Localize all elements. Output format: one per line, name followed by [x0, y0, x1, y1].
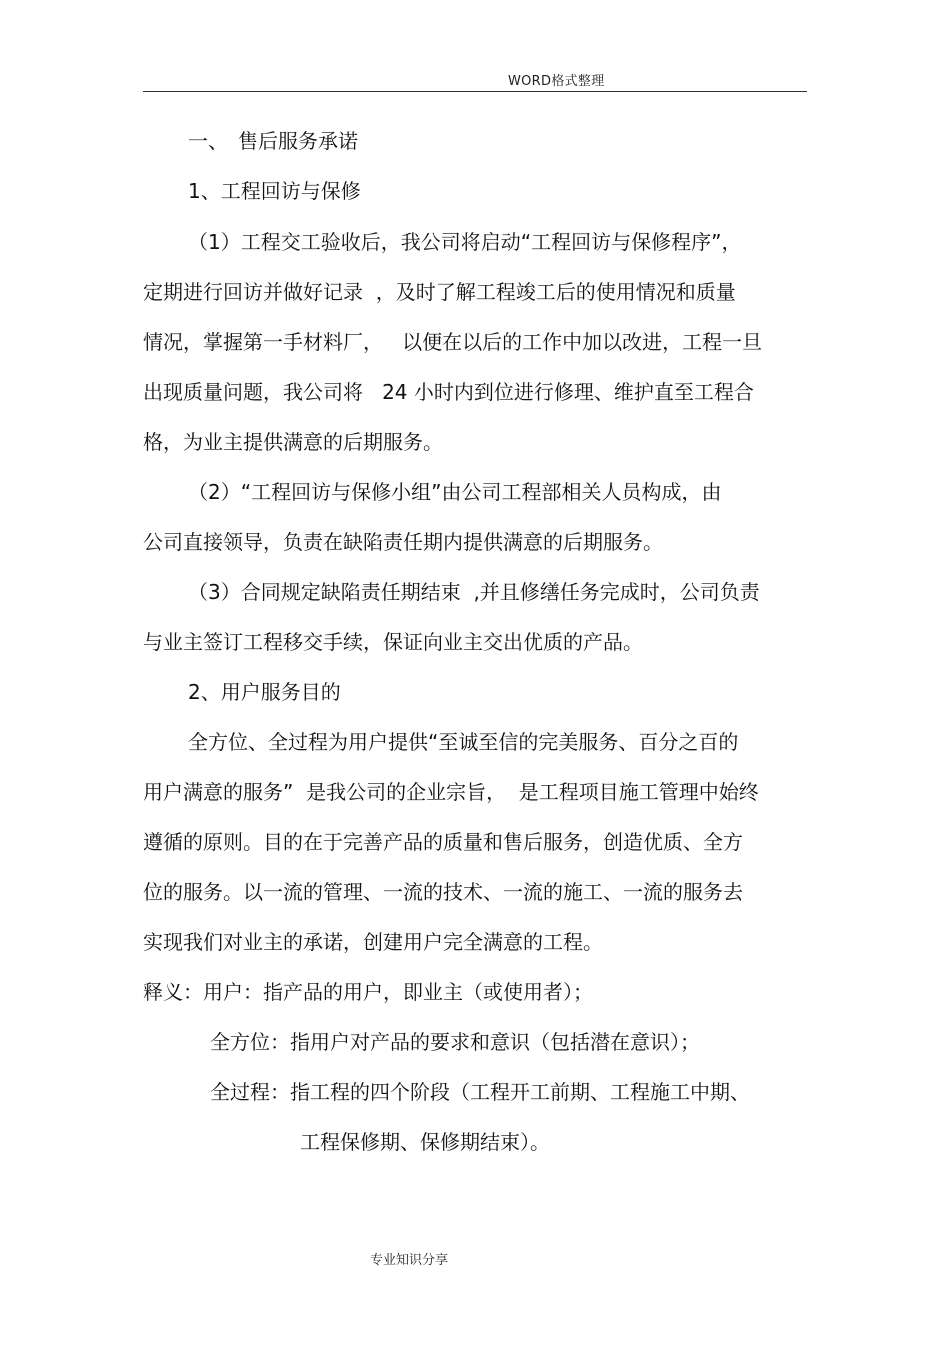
paragraph-line: 格，为业主提供满意的后期服务。 — [143, 430, 443, 454]
paragraph-line: 公司直接领导，负责在缺陷责任期内提供满意的后期服务。 — [143, 530, 663, 554]
paragraph-line: 与业主签订工程移交手续，保证向业主交出优质的产品。 — [143, 630, 643, 654]
section-heading-after-sales: 一、 售后服务承诺 — [188, 129, 358, 153]
definition-line: 工程保修期、保修期结束）。 — [300, 1130, 550, 1154]
paragraph-line: （1）工程交工验收后，我公司将启动“工程回访与保修程序”， — [188, 230, 742, 254]
page-footer-text: 专业知识分享 — [370, 1253, 449, 1268]
paragraph-line: 出现质量问题，我公司将 24 小时内到位进行修理、维护直至工程合 — [143, 380, 754, 404]
subheading-service-purpose: 2、用户服务目的 — [188, 680, 341, 704]
definition-line: 全过程：指工程的四个阶段（工程开工前期、工程施工中期、 — [210, 1080, 750, 1104]
paragraph-line: 实现我们对业主的承诺，创建用户完全满意的工程。 — [143, 930, 603, 954]
definition-line: 释义：用户：指产品的用户，即业主（或使用者）； — [143, 980, 593, 1004]
page-header-title: WORD格式整理 — [508, 74, 605, 89]
paragraph-line: （3）合同规定缺陷责任期结束 ,并且修缮任务完成时，公司负责 — [188, 580, 760, 604]
subheading-revisit-warranty: 1、工程回访与保修 — [188, 179, 361, 203]
paragraph-line: （2）“工程回访与保修小组”由公司工程部相关人员构成，由 — [188, 480, 722, 504]
paragraph-line: 情况，掌握第一手材料厂， 以便在以后的工作中加以改进，工程一旦 — [143, 330, 763, 354]
paragraph-line: 全方位、全过程为用户提供“至诚至信的完美服务、百分之百的 — [188, 730, 739, 754]
paragraph-line: 定期进行回访并做好记录 ，及时了解工程竣工后的使用情况和质量 — [143, 280, 736, 304]
paragraph-line: 用户满意的服务” 是我公司的企业宗旨， 是工程项目施工管理中始终 — [143, 780, 759, 804]
definition-line: 全方位：指用户对产品的要求和意识（包括潜在意识）； — [210, 1030, 700, 1054]
paragraph-line: 遵循的原则。目的在于完善产品的质量和售后服务，创造优质、全方 — [143, 830, 743, 854]
header-divider — [143, 91, 807, 92]
paragraph-line: 位的服务。以一流的管理、一流的技术、一流的施工、一流的服务去 — [143, 880, 743, 904]
